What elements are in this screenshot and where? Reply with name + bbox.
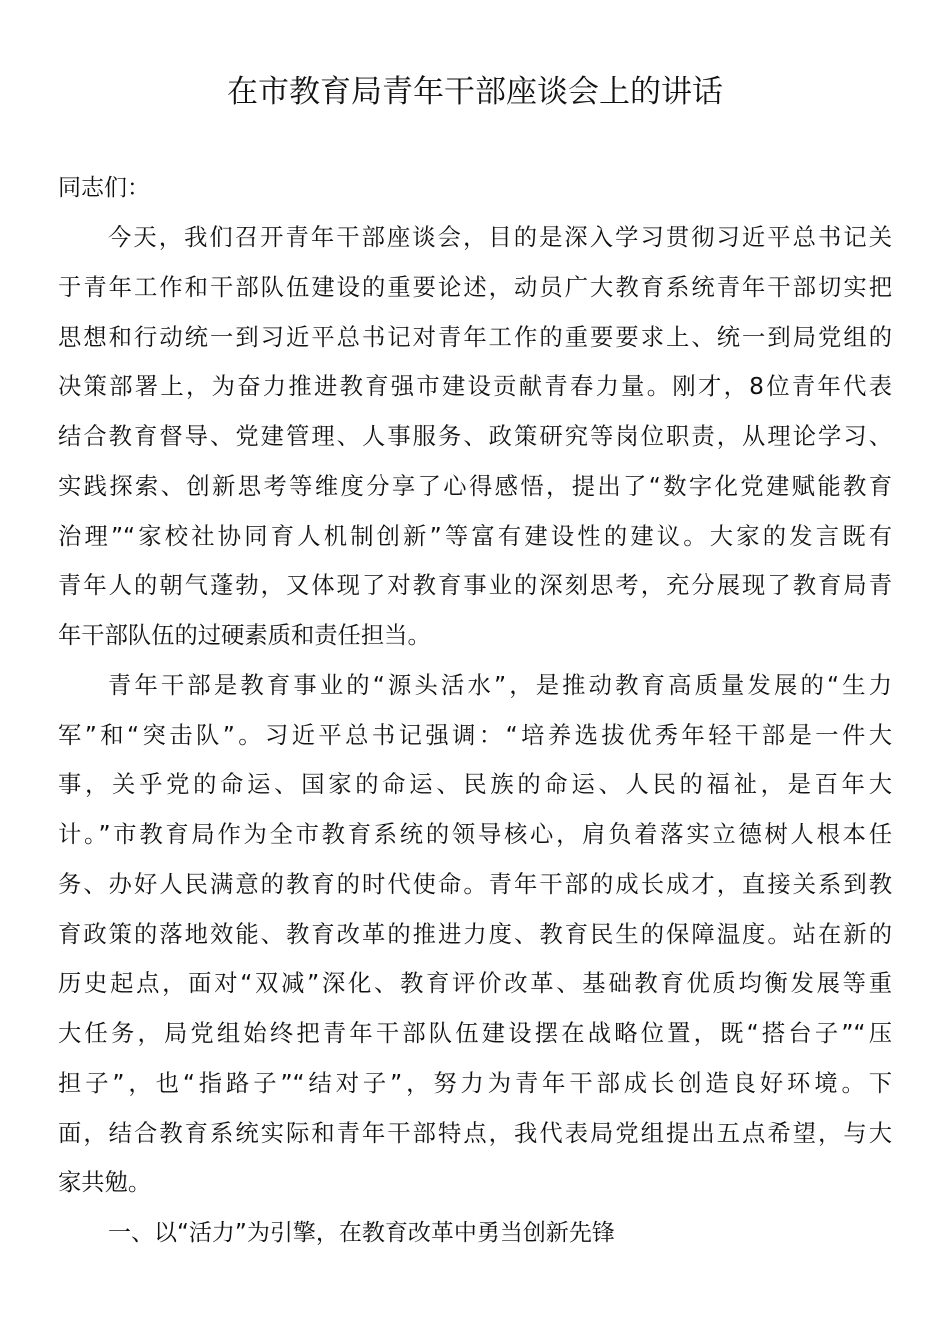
paragraph-line: 今天，我们召开青年干部座谈会，目的是深入学习贯彻习近平总书记关 [108,224,892,251]
greeting: 同志们： [58,175,150,201]
paragraph-line: 事，关乎党的命运、国家的命运、民族的命运、人民的福祉，是百年大 [58,771,892,798]
document-title: 在市教育局青年干部座谈会上的讲话 [227,74,723,110]
paragraph-line: 年干部队伍的过硬素质和责任担当。 [58,622,431,649]
paragraph-line: 青年人的朝气蓬勃，又体现了对教育事业的深刻思考，充分展现了教育局青 [58,572,892,599]
paragraph-line: 计。”市教育局作为全市教育系统的领导核心，肩负着落实立德树人根本任 [58,821,892,848]
paragraph-line: 军”和“突击队”。习近平总书记强调：“培养选拔优秀年轻干部是一件大 [58,722,892,749]
paragraph-line: 实践探索、创新思考等维度分享了心得感悟，提出了“数字化党建赋能教育 [58,473,892,500]
paragraph-line: 家共勉。 [58,1169,152,1196]
paragraph-line: 历史起点，面对“双减”深化、教育评价改革、基础教育优质均衡发展等重 [58,970,892,997]
paragraph-line: 面，结合教育系统实际和青年干部特点，我代表局党组提出五点希望，与大 [58,1120,892,1147]
paragraph-line: 决策部署上，为奋力推进教育强市建设贡献青春力量。刚才，8位青年代表 [58,373,892,400]
paragraph-line: 担子”，也“指路子”“结对子”，努力为青年干部成长创造良好环境。下 [58,1070,892,1097]
paragraph-line: 治理”“家校社协同育人机制创新”等富有建设性的建议。大家的发言既有 [58,523,892,550]
paragraph-line: 于青年工作和干部队伍建设的重要论述，动员广大教育系统青年干部切实把 [58,274,892,301]
paragraph-line: 大任务，局党组始终把青年干部队伍建设摆在战略位置，既“搭台子”“压 [58,1020,892,1047]
paragraph-line: 育政策的落地效能、教育改革的推进力度、教育民生的保障温度。站在新的 [58,921,892,948]
paragraph-line: 务、办好人民满意的教育的时代使命。青年干部的成长成才，直接关系到教 [58,871,892,898]
section-heading: 一、以“活力”为引擎，在教育改革中勇当创新先锋 [108,1220,615,1246]
paragraph-line: 结合教育督导、党建管理、人事服务、政策研究等岗位职责，从理论学习、 [58,423,892,450]
paragraph-line: 思想和行动统一到习近平总书记对青年工作的重要要求上、统一到局党组的 [58,324,892,351]
paragraph-line: 青年干部是教育事业的“源头活水”，是推动教育高质量发展的“生力 [108,672,892,699]
